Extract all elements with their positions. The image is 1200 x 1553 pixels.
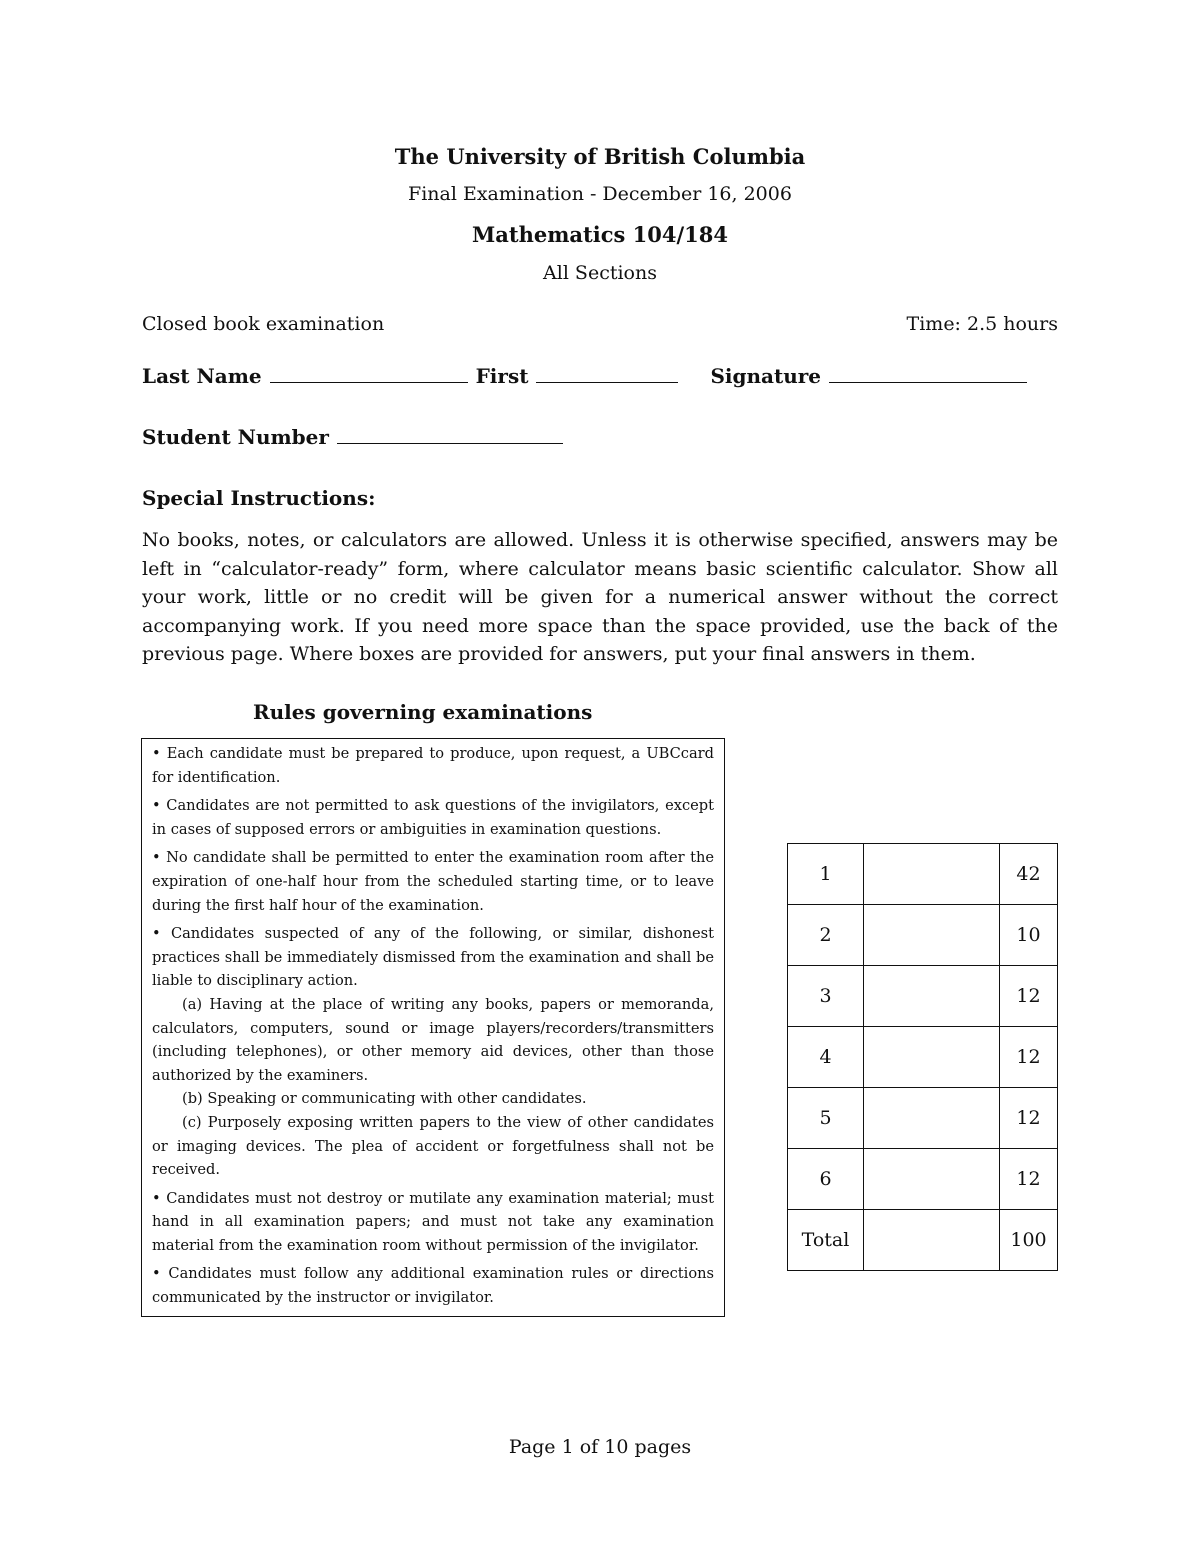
last-name-label: Last Name (142, 364, 262, 388)
rule-subitem: (a) Having at the place of writing any books, papers or memoranda, calculators, computers, sound or image players/recorders/transmitters (including telephones), or other memory aid devices, other than those authorized by the examiners. (152, 995, 714, 1084)
page-number: Page 1 of 10 pages (508, 1436, 692, 1458)
max-points: 42 (1000, 844, 1058, 905)
question-number: Total (788, 1210, 864, 1271)
table-row (788, 1210, 1058, 1271)
rules-title: Rules governing examinations (253, 700, 593, 724)
last-name-line[interactable] (270, 364, 468, 383)
rule-item: • Each candidate must be prepared to produce, upon request, a UBCcard for identification. (152, 745, 714, 786)
max-points: 12 (1000, 1149, 1058, 1210)
rule-subitem: (c) Purposely exposing written papers to the view of other candidates or imaging devices. The plea of accident or forgetfulness shall not be received. (152, 1113, 714, 1179)
course-title: Mathematics 104/184 (472, 222, 728, 247)
sections-label: All Sections (543, 262, 657, 284)
max-points: 10 (1000, 905, 1058, 966)
special-instructions-heading: Special Instructions: (142, 486, 376, 510)
table-row (788, 905, 1058, 966)
max-points: 12 (1000, 1027, 1058, 1088)
table-row (788, 844, 1058, 905)
rule-item: • No candidate shall be permitted to enter the examination room after the expiration of one-half hour from the scheduled starting time, or to leave during the first half hour of the examination. (152, 849, 714, 914)
max-points: 12 (1000, 1088, 1058, 1149)
score-cell[interactable] (864, 844, 1000, 905)
score-cell[interactable] (864, 1027, 1000, 1088)
exam-date: Final Examination - December 16, 2006 (408, 183, 792, 205)
rule-subitem: (b) Speaking or communicating with other candidates. (182, 1090, 587, 1108)
question-number: 3 (788, 966, 864, 1027)
student-number-row (142, 425, 571, 449)
rule-item: • Candidates must follow any additional examination rules or directions communicated by the instructor or invigilator. (152, 1265, 714, 1307)
signature-label: Signature (710, 364, 822, 388)
signature-line[interactable] (829, 364, 1027, 383)
rule-item: • Candidates are not permitted to ask questions of the invigilators, except in cases of supposed errors or ambiguities in examination questions. (152, 797, 714, 838)
question-number: 1 (788, 844, 864, 905)
special-instructions-text: No books, notes, or calculators are allowed. Unless it is otherwise specified, answers may be left in “calculator-ready” form, where calculator means basic scientific calculator. Show all your work, little or no credit will be given for a numerical answer without the correct accompanying work. If you need more space than the space provided, use the back of the previous page. Where boxes are provided for answers, put your final answers in them. (142, 529, 1058, 665)
max-points: 100 (1000, 1210, 1058, 1271)
max-points: 12 (1000, 966, 1058, 1027)
score-cell[interactable] (864, 1149, 1000, 1210)
book-policy: Closed book examination (142, 313, 385, 335)
first-name-line[interactable] (536, 364, 678, 383)
question-number: 6 (788, 1149, 864, 1210)
student-number-line[interactable] (337, 425, 563, 444)
table-row (788, 966, 1058, 1027)
score-cell[interactable] (864, 1088, 1000, 1149)
score-cell[interactable] (864, 1210, 1000, 1271)
question-number: 5 (788, 1088, 864, 1149)
table-row (788, 1149, 1058, 1210)
rule-item: • Candidates must not destroy or mutilate any examination material; must hand in all examination papers; and must not take any examination material from the examination room without permission of the invigilator. (152, 1189, 714, 1254)
question-number: 2 (788, 905, 864, 966)
table-row (788, 1088, 1058, 1149)
score-cell[interactable] (864, 966, 1000, 1027)
table-row (788, 1027, 1058, 1088)
rule-item: • Candidates suspected of any of the following, or similar, dishonest practices shall be immediately dismissed from the examination and shall be liable to disciplinary action. (152, 925, 714, 990)
university-title: The University of British Columbia (394, 144, 806, 169)
question-number: 4 (788, 1027, 864, 1088)
rules-box (141, 738, 725, 1317)
score-cell[interactable] (864, 905, 1000, 966)
student-number-label: Student Number (142, 425, 329, 449)
first-name-label: First (475, 364, 529, 388)
exam-time: Time: 2.5 hours (906, 313, 1058, 335)
marks-table (787, 843, 1058, 1271)
name-row (142, 364, 1035, 388)
